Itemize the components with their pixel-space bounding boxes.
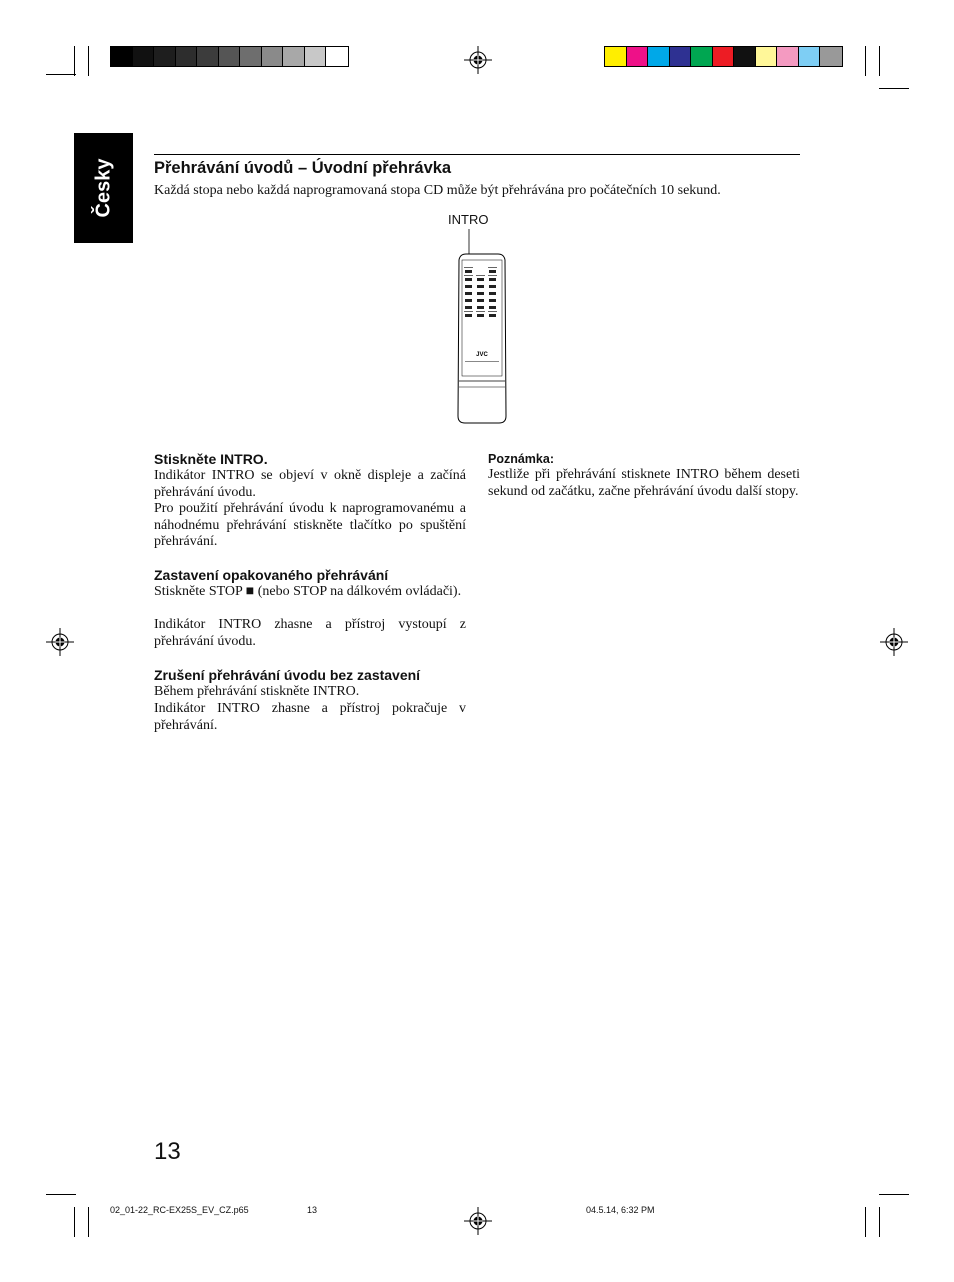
color-swatch-4 bbox=[670, 47, 692, 66]
footer-page: 13 bbox=[307, 1205, 318, 1215]
registration-mark-top bbox=[464, 46, 492, 74]
gray-swatch-5 bbox=[197, 47, 219, 66]
color-swatch-7 bbox=[734, 47, 756, 66]
color-swatch-1 bbox=[605, 47, 627, 66]
gray-swatch-7 bbox=[240, 47, 262, 66]
footer-filename: 02_01-22_RC-EX25S_EV_CZ.p65 bbox=[110, 1205, 249, 1215]
color-swatch-6 bbox=[713, 47, 735, 66]
color-swatch-9 bbox=[777, 47, 799, 66]
color-swatch-5 bbox=[691, 47, 713, 66]
note-title: Poznámka: bbox=[488, 452, 554, 466]
remote-brand-logo: JVC bbox=[476, 352, 488, 358]
section-heading: Přehrávání úvodů – Úvodní přehrávka bbox=[154, 159, 452, 177]
note-text: Jestliže při přehrávání stisknete INTRO během deseti sekund od začátku, začne přehrávání úvodu další stopy. bbox=[488, 467, 800, 499]
gray-swatch-2 bbox=[133, 47, 155, 66]
language-tab bbox=[74, 133, 133, 243]
heading-rule bbox=[154, 154, 800, 155]
gray-swatch-11 bbox=[326, 47, 348, 66]
color-swatch-11 bbox=[820, 47, 842, 66]
cancel-intro-title: Zrušení přehrávání úvodu bez zastavení bbox=[154, 667, 421, 683]
gray-swatch-1 bbox=[111, 47, 133, 66]
stop-repeat-line-1: Stiskněte STOP ■ (nebo STOP na dálkovém ovládači). bbox=[154, 584, 462, 599]
registration-mark-left bbox=[46, 628, 74, 656]
language-tab-label: Česky bbox=[92, 158, 114, 218]
cancel-intro-line-2: Indikátor INTRO zhasne a přístroj pokračuje v přehrávání. bbox=[154, 701, 466, 733]
gray-swatch-8 bbox=[262, 47, 284, 66]
gray-swatch-3 bbox=[154, 47, 176, 66]
registration-mark-bottom bbox=[464, 1207, 492, 1235]
footer-date: 04.5.14, 6:32 PM bbox=[586, 1205, 655, 1215]
stop-repeat-line-2: Indikátor INTRO zhasne a přístroj vystoupí z přehrávání úvodu. bbox=[154, 617, 466, 649]
stop-repeat-title: Zastavení opakovaného přehrávání bbox=[154, 567, 389, 583]
press-intro-title: Stiskněte INTRO. bbox=[154, 451, 268, 467]
color-swatch-2 bbox=[627, 47, 649, 66]
gray-swatch-6 bbox=[219, 47, 241, 66]
color-swatch-8 bbox=[756, 47, 778, 66]
color-swatch-3 bbox=[648, 47, 670, 66]
press-intro-line-1: Indikátor INTRO se objeví v okně displeje a začíná přehrávání úvodu. bbox=[154, 468, 466, 500]
registration-mark-right bbox=[880, 628, 908, 656]
color-calibration-bar bbox=[604, 46, 843, 67]
press-intro-line-2: Pro použití přehrávání úvodu k naprogramovanému a náhodnému přehrávání stiskněte tlačítko po spuštění přehrávání. bbox=[154, 501, 466, 550]
color-swatch-10 bbox=[799, 47, 821, 66]
intro-paragraph: Každá stopa nebo každá naprogramovaná stopa CD může být přehrávána pro počátečních 10 sekund. bbox=[154, 183, 721, 198]
gray-swatch-4 bbox=[176, 47, 198, 66]
remote-control-illustration bbox=[440, 226, 520, 430]
gray-swatch-9 bbox=[283, 47, 305, 66]
cancel-intro-line-1: Během přehrávání stiskněte INTRO. bbox=[154, 684, 360, 699]
intro-callout-label: INTRO bbox=[448, 212, 489, 227]
gray-swatch-10 bbox=[305, 47, 327, 66]
page-number: 13 bbox=[154, 1138, 181, 1165]
grayscale-calibration-bar bbox=[110, 46, 349, 67]
